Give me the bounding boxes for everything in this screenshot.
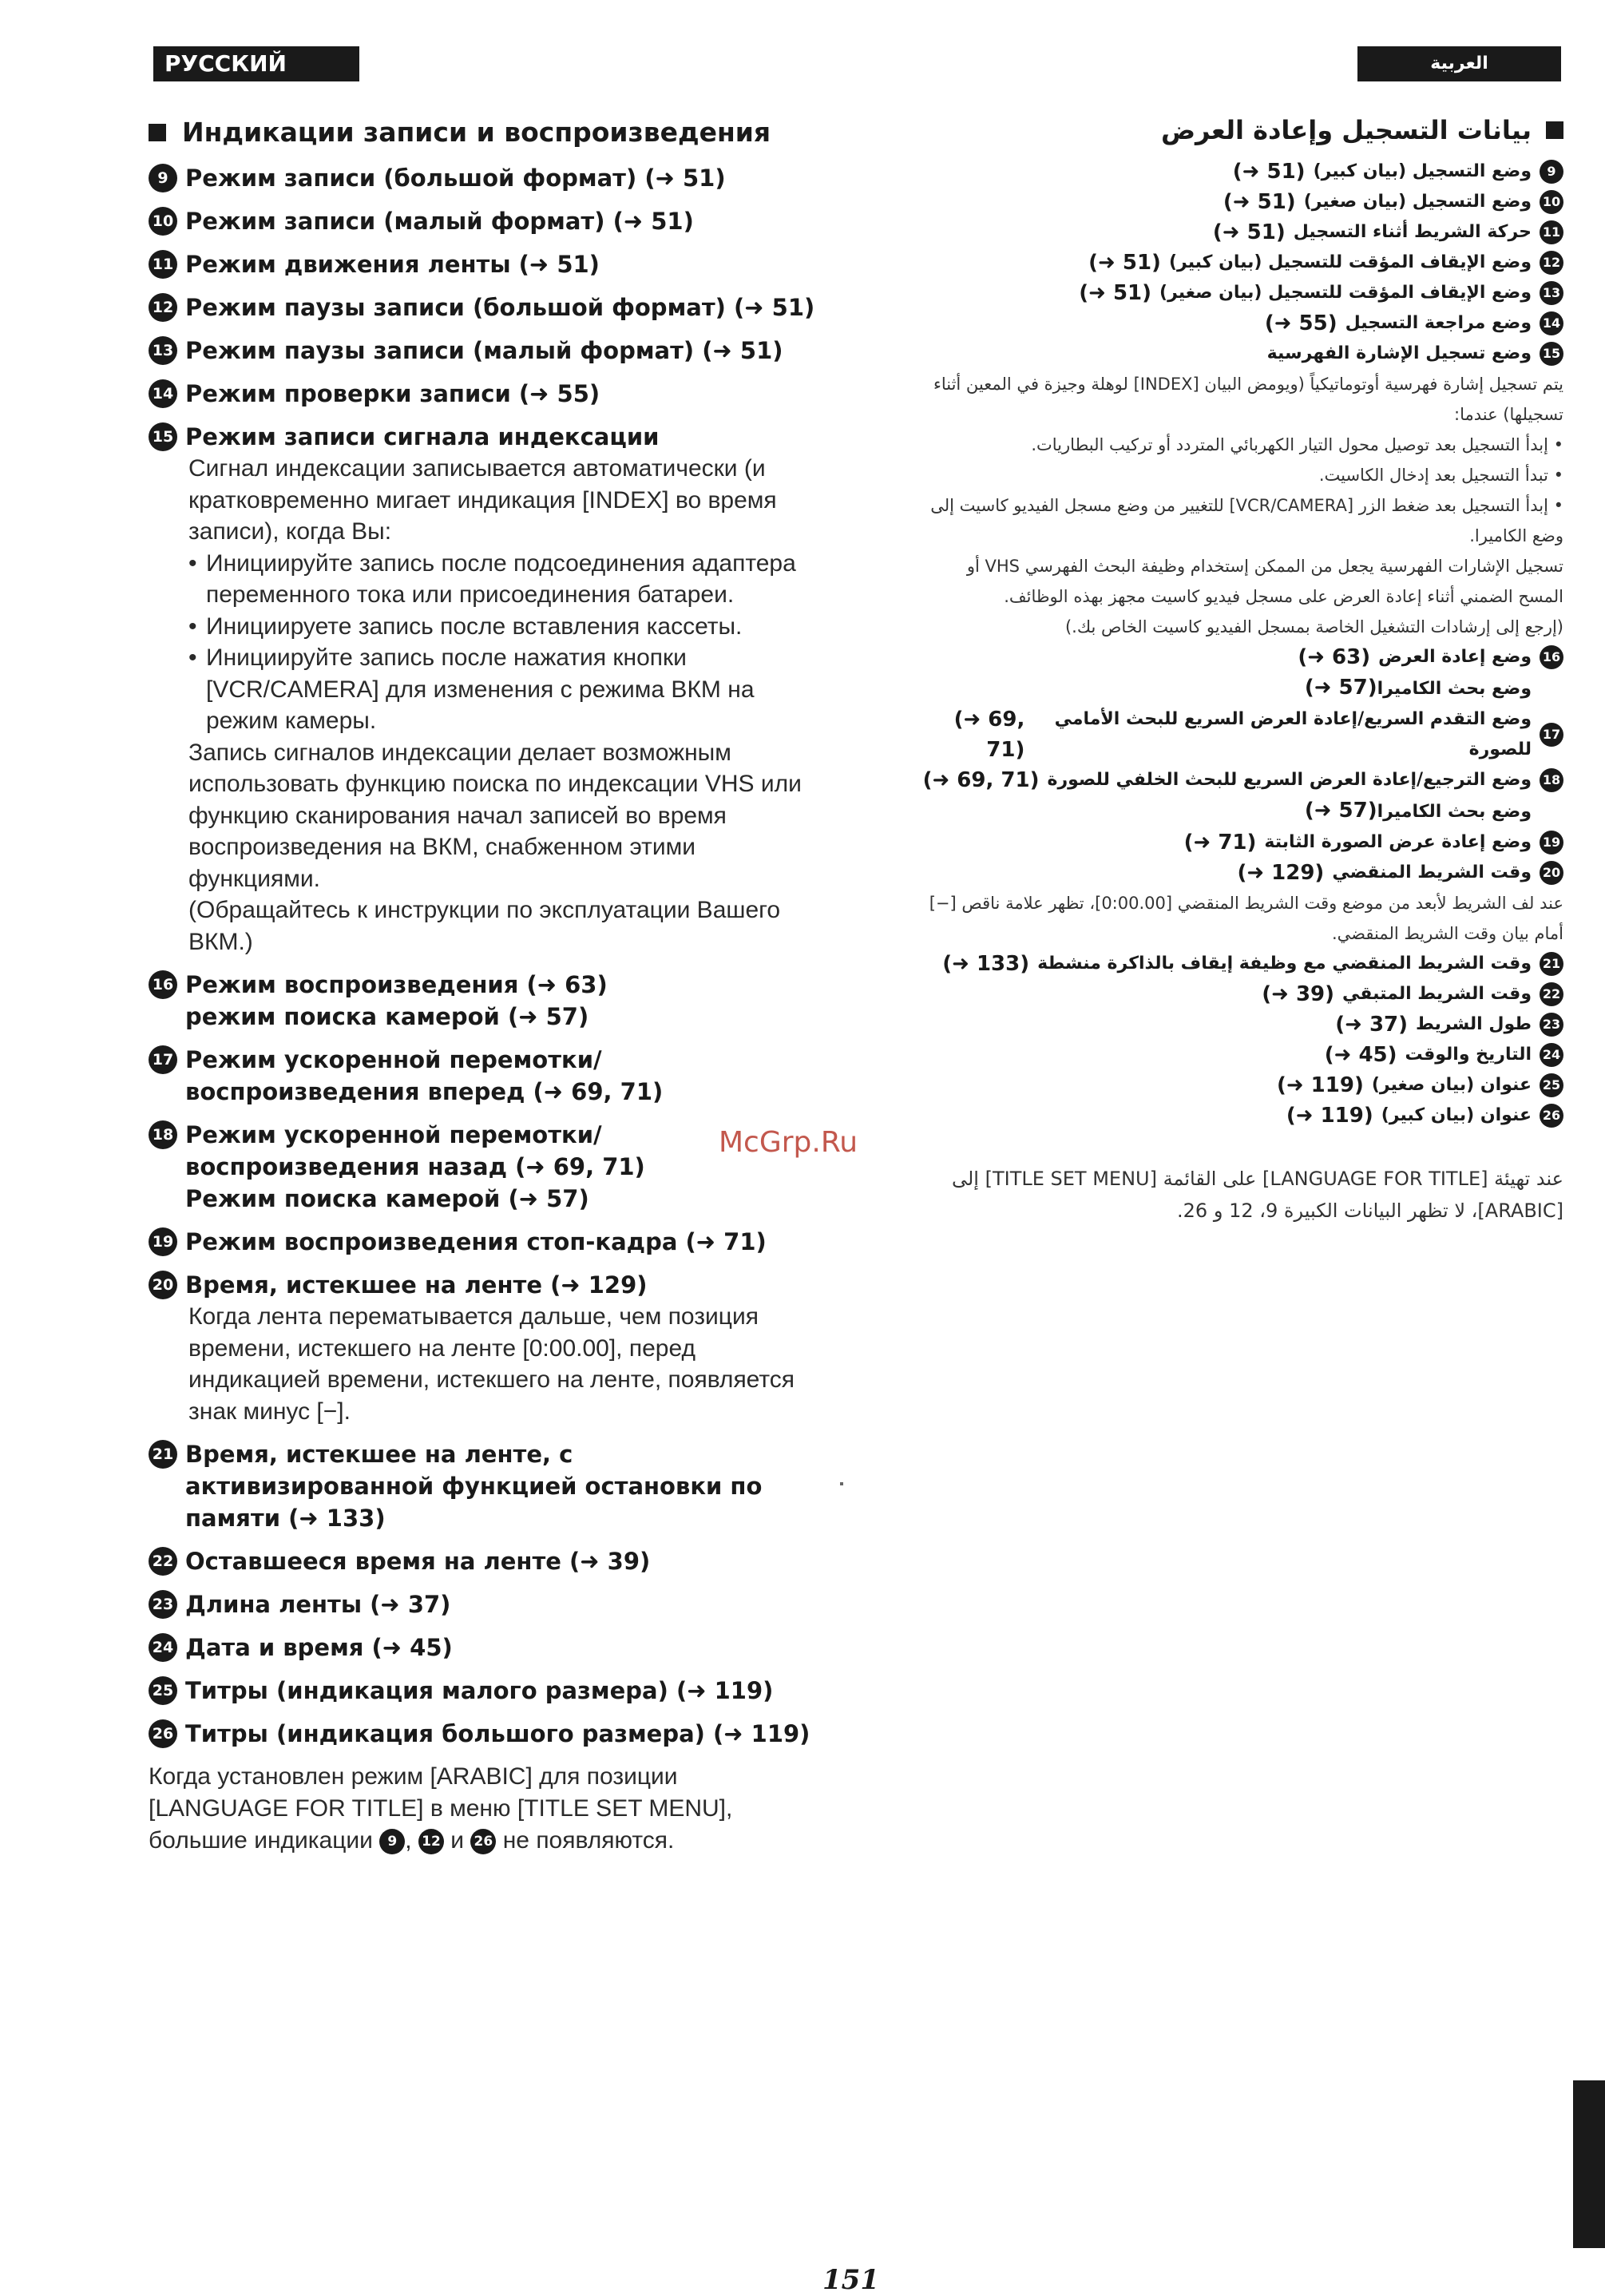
ru-list-item <box>149 205 819 237</box>
number-badge-icon: 25 <box>149 1676 177 1705</box>
ar-item15-body: يتم تسجيل إشارة فهرسية أوتوماتيكياً (ويومض البيان [INDEX] لوهلة وجيزة في المعين أثناء تسجيلها) عندما: • إبدأ التسجيل بعد توصيل محول التيار الكهربائي المتردد أو تركيب البطاريات. • تبدأ التسجيل بعد إدخال الكاسيت. • إبدأ التسجيل بعد ضغط الزر [VCR/CAMERA] للتغيير من وضع مسجل الفيديو كاسيت إلى وضع الكاميرا. تسجيل الإشارات الفهرسية يجعل من الممكن إستخدام وظيفة البحث الفهرسي VHS أو المسح الضمني أثناء إعادة العرض على مسجل فيديو كاسيت مجهز بهذه الوظائف. (إرجع إلى إرشادات التشغيل الخاصة بمسجل الفيديو كاسيت الخاص بك.) <box>918 369 1563 642</box>
ru-list-item <box>149 1438 819 1534</box>
ru-list-item <box>149 969 819 1033</box>
number-badge-icon: 17 <box>1540 723 1563 747</box>
ar-section-title: بيانات التسجيل وإعادة العرض <box>918 115 1563 145</box>
number-badge-icon: 19 <box>1540 831 1563 855</box>
ru-list-item <box>149 421 819 958</box>
number-badge-icon: 13 <box>1540 281 1563 305</box>
ar-item-ref: (➜ 69, 71) <box>953 708 1025 762</box>
number-badge-icon: 13 <box>149 336 177 365</box>
page-number: 151 <box>822 2264 879 2296</box>
ar-item-list-3 <box>918 949 1563 1131</box>
number-badge-icon: 11 <box>1540 220 1563 244</box>
ru-item-label: Дата и время (➜ 45) <box>185 1634 453 1661</box>
side-index-tab <box>1573 2080 1605 2248</box>
number-badge-icon: 22 <box>1540 982 1563 1006</box>
ru-item-label: Режим воспроизведения (➜ 63) режим поиска камерой (➜ 57) <box>185 971 608 1030</box>
ar-item-ref: (➜ 57) <box>1304 799 1377 823</box>
ru-item-label: Режим записи сигнала индексации <box>185 423 660 450</box>
ar-item-label: وضع الترجيع/إعادة العرض السريع للبحث الخلفي للصورة <box>1047 770 1532 790</box>
ar-item-label: وضع إعادة العرض <box>1378 647 1532 667</box>
ar-item-label: عنوان (بيان صغير) <box>1371 1075 1532 1095</box>
ar-item-label: وقت الشريط المتبقي <box>1342 984 1532 1004</box>
number-9-badge: 9 <box>379 1829 405 1854</box>
number-badge-icon: 21 <box>149 1440 177 1469</box>
number-badge-icon: 9 <box>149 164 177 192</box>
ar-item-ref: (➜ 71) <box>1183 831 1257 855</box>
ar-list-item <box>918 187 1563 217</box>
ru-list-item <box>149 335 819 367</box>
ar-list-item <box>918 1100 1563 1131</box>
number-badge-icon: 18 <box>149 1120 177 1149</box>
ar-item-label: طول الشريط <box>1416 1014 1532 1034</box>
ar-item-ref: (➜ 69, 71) <box>922 768 1040 792</box>
ar-list-item <box>918 795 1532 827</box>
bullet-icon: • <box>188 613 197 640</box>
ar-item-label: وضع التسجيل (بيان كبير) <box>1313 161 1532 181</box>
number-badge-icon: 26 <box>149 1719 177 1748</box>
ar-list-item <box>918 765 1563 795</box>
number-badge-icon: 16 <box>1540 645 1563 669</box>
watermark: McGrp.Ru <box>719 1126 858 1159</box>
ar-item20-body: عند لف الشريط لأبعد من موضع وقت الشريط المنقضي [0:00.00]، تظهر علامة ناقص [−] أمام بيان وقت الشريط المنقضي. <box>929 894 1563 943</box>
ar-list-item <box>918 1040 1563 1070</box>
ar-list-item <box>918 217 1563 248</box>
scan-dot <box>840 1482 843 1485</box>
ru-list-item <box>149 1588 819 1620</box>
ar-item-ref: (➜ 45) <box>1324 1043 1397 1067</box>
ar-item-ref: (➜ 119) <box>1276 1073 1364 1097</box>
bullet-icon: • <box>188 644 197 671</box>
number-badge-icon: 12 <box>149 293 177 322</box>
ru-section-title: Индикации записи и воспроизведения <box>149 117 819 148</box>
ru-list-item <box>149 1545 819 1577</box>
ar-item-ref: (➜ 63) <box>1298 645 1371 669</box>
ar-item-ref: (➜ 37) <box>1335 1013 1409 1037</box>
ru-language-tab: РУССКИЙ ЯЗЫК <box>153 46 359 81</box>
number-badge-icon: 14 <box>1540 311 1563 335</box>
ar-item-label: وضع الإيقاف المؤقت للتسجيل (بيان صغير) <box>1159 283 1532 303</box>
number-badge-icon: 23 <box>149 1590 177 1619</box>
ar-list-item <box>918 248 1563 278</box>
ar-item-label: وضع التسجيل (بيان صغير) <box>1303 192 1532 212</box>
ru-list-item <box>149 1044 819 1108</box>
ru-note: Когда установлен режим [ARABIC] для позиции [LANGUAGE FOR TITLE] в меню [TITLE SET MENU], большие индикации 9 , 12 и 26 не появляются. <box>149 1763 733 1854</box>
ru-item-label: Режим воспроизведения стоп-кадра (➜ 71) <box>185 1228 767 1255</box>
ar-list-item <box>918 704 1563 765</box>
ru-list-item <box>149 162 819 194</box>
number-badge-icon: 15 <box>149 422 177 451</box>
ru-item-label: Режим записи (малый формат) (➜ 51) <box>185 208 694 235</box>
ar-item-label: وضع بحث الكاميرا <box>1377 679 1532 699</box>
ar-list-item <box>918 642 1563 672</box>
ar-item-label: التاريخ والوقت <box>1405 1045 1532 1065</box>
ar-item-label: وضع التقدم السريع/إعادة العرض السريع للبحث الأمامي للصورة <box>1054 709 1532 759</box>
ar-item-ref: (➜ 51) <box>1232 160 1306 184</box>
ar-item-ref: (➜ 55) <box>1264 311 1338 335</box>
ru-list-item <box>149 248 819 280</box>
ar-list-item <box>918 278 1563 308</box>
ru-item-label: Титры (индикация большого размера) (➜ 119) <box>185 1720 810 1747</box>
number-badge-icon: 12 <box>1540 251 1563 275</box>
ru-list-item <box>149 1269 819 1427</box>
number-badge-icon: 24 <box>1540 1043 1563 1067</box>
ru-list-item <box>149 291 819 323</box>
number-badge-icon: 18 <box>1540 768 1563 792</box>
ar-item-label: وضع إعادة عرض الصورة الثابتة <box>1264 832 1532 852</box>
ru-item-label: Время, истекшее на ленте, с активизированной функцией остановки по памяти (➜ 133) <box>185 1441 763 1532</box>
number-badge-icon: 17 <box>149 1045 177 1074</box>
ar-item-ref: (➜ 133) <box>942 952 1030 976</box>
ru-item-label: Режим проверки записи (➜ 55) <box>185 380 600 407</box>
number-badge-icon: 24 <box>149 1633 177 1662</box>
ar-list-item <box>918 157 1563 187</box>
number-badge-icon: 10 <box>1540 190 1563 214</box>
ar-list-item <box>918 858 1563 888</box>
number-badge-icon: 20 <box>1540 861 1563 885</box>
ar-item-label: وضع الإيقاف المؤقت للتسجيل (بيان كبير) <box>1168 252 1532 272</box>
ar-item-ref: (➜ 51) <box>1088 251 1161 275</box>
number-12-badge: 12 <box>418 1829 444 1854</box>
ar-item-list-2 <box>918 642 1563 888</box>
ar-item-label: عنوان (بيان كبير) <box>1381 1105 1532 1125</box>
ar-list-item <box>918 339 1563 369</box>
ar-list-item <box>918 1009 1563 1040</box>
number-badge-icon: 21 <box>1540 952 1563 976</box>
number-badge-icon: 23 <box>1540 1013 1563 1037</box>
ru-item-label: Титры (индикация малого размера) (➜ 119) <box>185 1677 774 1704</box>
ru-item-label: Режим паузы записи (малый формат) (➜ 51) <box>185 337 783 364</box>
ar-language-tab: العربية <box>1357 46 1561 81</box>
ar-item-ref: (➜ 51) <box>1079 281 1152 305</box>
ar-item-ref: (➜ 51) <box>1223 190 1296 214</box>
square-bullet-icon <box>149 124 166 141</box>
ru-list-item <box>149 1632 819 1664</box>
ru-item-label: Режим ускоренной перемотки/ воспроизведения вперед (➜ 69, 71) <box>185 1046 664 1105</box>
ru-item-label: Оставшееся время на ленте (➜ 39) <box>185 1548 651 1575</box>
ru-list-item <box>149 378 819 410</box>
number-badge-icon: 11 <box>149 250 177 279</box>
ar-list-item <box>918 979 1563 1009</box>
ru-item-list <box>149 162 819 1750</box>
number-badge-icon: 19 <box>149 1227 177 1256</box>
ru-item-label: Режим движения ленты (➜ 51) <box>185 251 600 278</box>
ar-item-label: وضع بحث الكاميرا <box>1377 802 1532 822</box>
number-badge-icon: 9 <box>1540 160 1563 184</box>
ru-column <box>149 117 819 1857</box>
ar-item-ref: (➜ 57) <box>1304 676 1377 700</box>
ar-item-list-1 <box>918 157 1563 369</box>
ar-item-label: وضع تسجيل الإشارة الفهرسية <box>1266 343 1532 363</box>
ru-list-item <box>149 1226 819 1258</box>
number-badge-icon: 15 <box>1540 342 1563 366</box>
ar-item-ref: (➜ 129) <box>1237 861 1325 885</box>
number-badge-icon: 14 <box>149 379 177 408</box>
ru-item-label: Режим записи (большой формат) (➜ 51) <box>185 165 726 192</box>
ru-item-label: Режим паузы записи (большой формат) (➜ 51) <box>185 294 815 321</box>
ar-column <box>918 115 1563 1227</box>
ar-item-ref: (➜ 119) <box>1286 1104 1373 1128</box>
ar-list-item <box>918 949 1563 979</box>
square-bullet-icon <box>1546 121 1563 139</box>
ar-list-item <box>918 1070 1563 1100</box>
number-badge-icon: 16 <box>149 970 177 999</box>
ru-item-label: Длина ленты (➜ 37) <box>185 1591 451 1618</box>
ar-item-ref: (➜ 39) <box>1262 982 1335 1006</box>
ar-item-label: وضع مراجعة التسجيل <box>1345 313 1532 333</box>
ar-list-item <box>918 308 1563 339</box>
number-badge-icon: 22 <box>149 1547 177 1576</box>
number-26-badge: 26 <box>470 1829 496 1854</box>
number-badge-icon: 25 <box>1540 1073 1563 1097</box>
ar-final-note: عند تهيئة [LANGUAGE FOR TITLE] على القائمة [TITLE SET MENU] إلى [ARABIC]، لا تظهر البيانات الكبيرة 9، 12 و 26. <box>951 1168 1563 1222</box>
ru-item-label: Время, истекшее на ленте (➜ 129) <box>185 1271 648 1299</box>
ru-item15-body: Сигнал индексации записывается автоматически (и кратковременно мигает индикация [INDEX] во время записи), когда Вы: • Инициируйте запись после подсоединения адаптера переменного тока или присоединения батареи. • Инициируете запись после вставления кассеты. • Инициируйте запись после нажатия кнопки [VCR/CAMERA] для изменения с режима ВКМ на режим камеры. Запись сигналов индексации делает возможным использовать функцию поиска по индексации VHS или функцию сканирования начал записей во время воспроизведения на ВКМ, снабженном этими функциями. (Обращайтесь к инструкции по эксплуатации Вашего ВКМ.) <box>188 455 802 955</box>
ar-item-label: وقت الشريط المنقضي مع وظيفة إيقاف بالذاكرة منشطة <box>1037 954 1532 974</box>
ru-item-label: Режим ускоренной перемотки/ воспроизведения назад (➜ 69, 71) Режим поиска камерой (➜ 57) <box>185 1121 645 1212</box>
ru-list-item <box>149 1675 819 1707</box>
number-badge-icon: 20 <box>149 1271 177 1299</box>
ru-item20-body: Когда лента перематывается дальше, чем позиция времени, истекшего на ленте [0:00.00], перед индикацией времени, истекшего на ленте, появляется знак минус [−]. <box>188 1303 795 1425</box>
ar-item-ref: (➜ 51) <box>1212 220 1286 244</box>
number-badge-icon: 10 <box>149 207 177 236</box>
ar-list-item <box>918 672 1532 704</box>
ru-list-item <box>149 1718 819 1750</box>
ar-item-label: وقت الشريط المنقضي <box>1332 862 1532 882</box>
number-badge-icon: 26 <box>1540 1104 1563 1128</box>
ar-item-label: حركة الشريط أثناء التسجيل <box>1293 222 1532 242</box>
bullet-icon: • <box>188 549 197 577</box>
ar-list-item <box>918 827 1563 858</box>
